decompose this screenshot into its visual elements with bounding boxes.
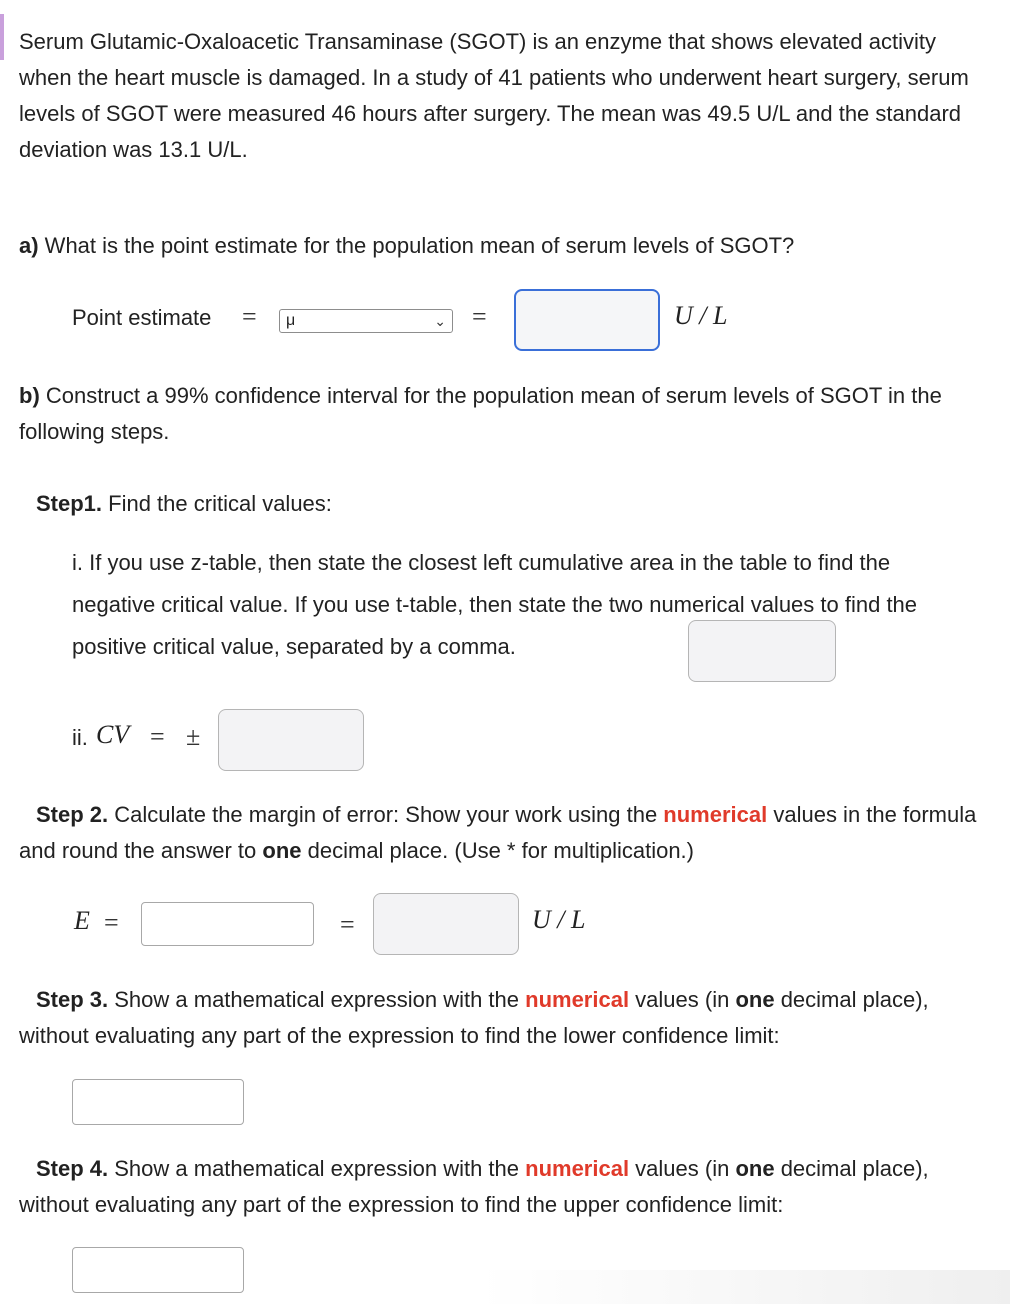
accent-bar [0,14,4,60]
margin-value-input[interactable] [373,893,519,955]
equals-sign: = [340,910,355,939]
part-a-text: What is the point estimate for the population mean of serum levels of SGOT? [38,233,795,258]
critical-value-input[interactable] [218,709,364,771]
step2-text [19,797,979,869]
part-a-question [19,228,979,264]
step4-bold: one [735,1156,775,1181]
step3-text [19,982,979,1054]
bottom-fade [480,1270,1010,1304]
step4-label: Step 4. [36,1156,109,1181]
critical-area-input[interactable] [688,620,836,682]
cv-variable: CV [96,720,130,749]
point-estimate-input[interactable] [514,289,660,351]
step4-text-part: values (in [629,1156,736,1181]
step1-ii-prefix: ii. [72,725,88,750]
e-variable: E [74,906,90,935]
parameter-select[interactable] [279,309,453,333]
plus-minus-sign: ± [186,722,201,751]
step2-label: Step 2. [36,802,109,827]
upper-limit-input[interactable] [72,1247,244,1293]
step4-text [19,1151,979,1223]
part-b-text: Construct a 99% confidence interval for the population mean of serum levels of SGOT in the following steps. [19,383,942,444]
part-b-label: b) [19,383,40,408]
step4-text-part: Show a mathematical expression with the [108,1156,526,1181]
step1-heading [36,486,976,522]
step2-text-part: values in the formula and round the answer to [19,802,977,863]
step2-text-part: decimal place. (Use * for multiplication.) [301,838,694,863]
step3-emphasis: numerical [525,987,630,1012]
step1-text: Find the critical values: [102,491,332,516]
equals-sign: = [242,302,257,331]
chevron-down-icon: ⌄ [434,313,446,329]
equals-sign: = [150,722,165,751]
margin-formula-input[interactable] [141,902,314,946]
intro-text: Serum Glutamic-Oxaloacetic Transaminase (SGOT) is an enzyme that shows elevated activity when the heart muscle is damaged. In a study of 41 patients who underwent heart surgery, serum levels of SGOT were measured 46 hours after surgery. The mean was 49.5 U/L and the standard deviation was 13.1 U/L. [19,29,969,162]
step3-label: Step 3. [36,987,109,1012]
step1-label: Step1. [36,491,103,516]
point-estimate-label: Point estimate [72,305,212,330]
step1-i-text: i. If you use z-table, then state the closest left cumulative area in the table to find the negative critical value. If you use t-table, then state the two numerical values to find the positive critical value, separated by a comma. [72,550,918,659]
step4-emphasis: numerical [525,1156,630,1181]
part-a-label: a) [19,233,39,258]
equals-sign: = [472,302,487,331]
parameter-select-value: μ [286,312,296,329]
equals-sign: = [104,908,119,937]
units-label: U / L [674,301,728,330]
step2-text-part: Calculate the margin of error: Show your work using the [108,802,664,827]
step3-text-part: Show a mathematical expression with the [108,987,526,1012]
step4-text-part: decimal place), without evaluating any part of the expression to find the upper confidence limit: [19,1156,929,1217]
step2-bold: one [262,838,302,863]
step2-emphasis: numerical [663,802,768,827]
step3-text-part: decimal place), without evaluating any part of the expression to find the lower confidence limit: [19,987,929,1048]
step3-text-part: values (in [629,987,736,1012]
units-label: U / L [532,905,586,934]
lower-limit-input[interactable] [72,1079,244,1125]
step3-bold: one [735,987,775,1012]
part-b-question [19,378,979,450]
